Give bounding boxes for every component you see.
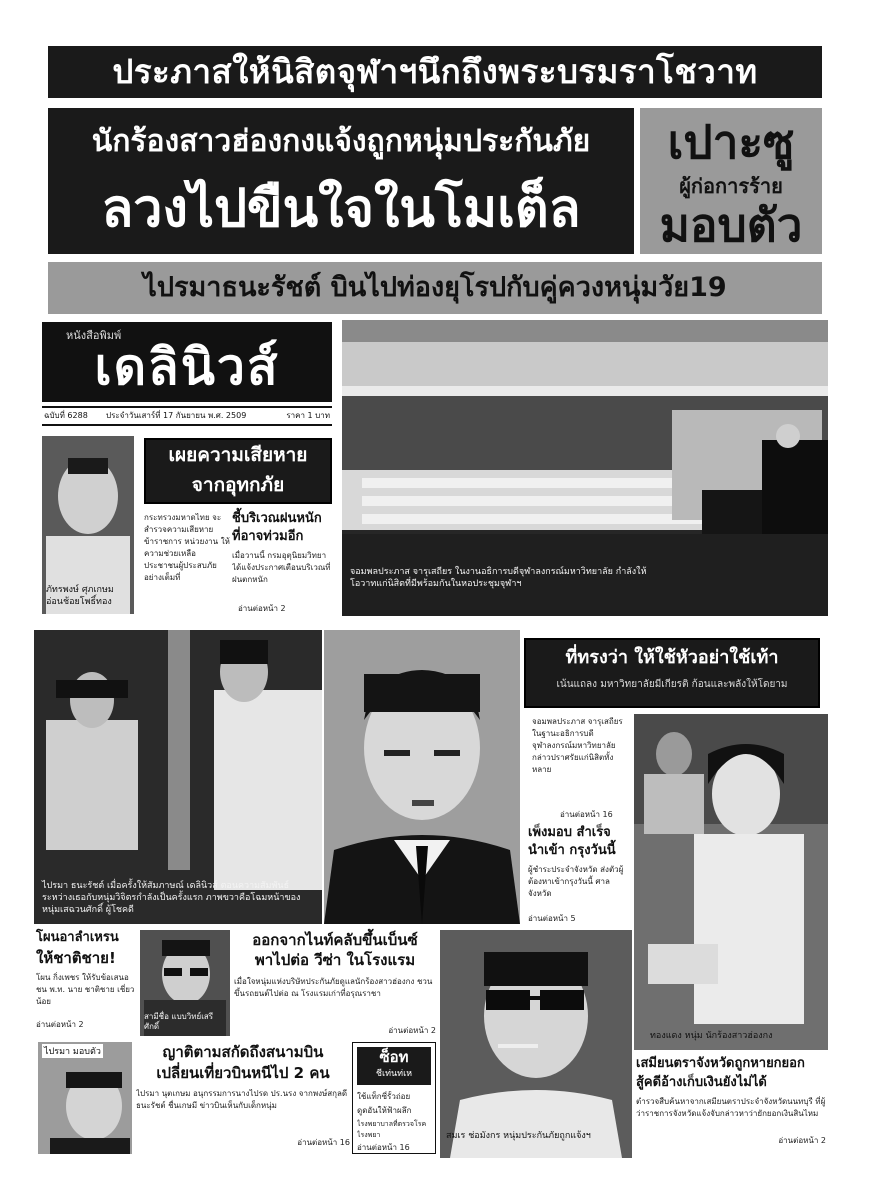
- singer-image: [634, 714, 828, 1050]
- glasses-man-image: [440, 930, 632, 1158]
- succeed-story: [528, 824, 632, 934]
- boxer-continued: อ่านต่อหน้า 2: [36, 1020, 84, 1029]
- nightclub-headline-1: ออกจากไนท์คลับขึ้นเบ็นซ์: [252, 931, 418, 949]
- hat-body: จอมพลประภาส จารุเสถียร ในฐานะอธิการบดีจุฬาลงกรณ์มหาวิทยาลัย กล่าวปราศรัยแก่นิสิตทั้งหลาย: [532, 717, 623, 774]
- nightclub-headline-2: พาไปต่อ วีซ่า ในโรงแรม: [254, 951, 416, 969]
- couple-photo: [34, 630, 322, 924]
- masthead-name: เดลินิวส์: [94, 338, 280, 396]
- flood-story: [138, 436, 336, 616]
- nightclub-continued: อ่านต่อหน้า 2: [388, 1026, 436, 1035]
- boxer-headline-1: โผนอาลำเหรน: [36, 930, 119, 945]
- governor-continued: อ่านต่อหน้า 2: [778, 1136, 826, 1145]
- spouse-tag: ไปรมา มอบตัว: [42, 1044, 103, 1058]
- nightclub-story: [234, 930, 436, 1036]
- relatives-body: ไปรมา นุตเกษม อนุกรรมการนางไปรด ปร.นรง จากพงษ์สกุลดี ธนะรัชต์ ชื่นเกษมี ข่าวบินเห็นกับเด็กหนุ่ม: [136, 1089, 348, 1110]
- governor-story: [636, 1054, 826, 1158]
- flood-headline-1: เผยความเสียหาย: [168, 444, 308, 466]
- masthead-tagline: หนังสือพิมพ์: [66, 329, 122, 342]
- spouse-image: [38, 1042, 132, 1154]
- gossip-title-box: [357, 1047, 431, 1085]
- hat-headline-1: ที่ทรงว่า ให้ใช้หัวอย่าใช้เท้า: [565, 647, 779, 668]
- gossip-title-1: ซ็อท: [379, 1048, 409, 1066]
- spouse-photo: [38, 1042, 132, 1154]
- masthead-logo-box: [42, 322, 332, 402]
- relatives-continued: อ่านต่อหน้า 16: [297, 1138, 350, 1147]
- side-headline-box: [640, 108, 822, 254]
- flood-headline-box: [144, 438, 332, 504]
- gossip-item-2: ดูดอันให้ฟ้าผลึก: [357, 1106, 412, 1115]
- glasses-man-caption: สมเร ช่อมังกร หนุ่มประกันภัยถูกแจ้งฯ: [446, 1131, 591, 1141]
- succeed-continued: อ่านต่อหน้า 5: [528, 914, 576, 923]
- sunglasses-caption: สามีชื่อ แบบวิทย์เสรีศักดิ์: [144, 1012, 214, 1031]
- boxer-body: โผน กิ่งเพชร ให้รับข้อเสนอชน พ.ท. นาย ชาติชาย เชี่ยวน้อย: [36, 973, 135, 1006]
- headline-banner-1: [48, 46, 822, 98]
- young-man-image: [324, 630, 520, 924]
- assembly-hall-photo: [342, 320, 828, 616]
- governor-body: ตำรวจสืบค้นหาจากเสมียนตราประจำจังหวัดนนทบุรี ที่ผู้ว่าราชการจังหวัดแจ้งจับกล่าวหาว่ายักยอกเงินสินไหม: [636, 1097, 826, 1118]
- sunglasses-woman-photo: [140, 930, 230, 1036]
- headline-text: ไปรมาธนะรัชต์ บินไปท่องยุโรปกับคู่ควงหนุ่มวัย19: [143, 272, 727, 303]
- masthead-info-row: [42, 406, 332, 426]
- masthead: [38, 322, 336, 430]
- flood-headline-2: จากอุทกภัย: [191, 474, 285, 496]
- young-man-portrait: [324, 630, 520, 924]
- side-headline-line-1: เปาะซู: [667, 115, 795, 169]
- hat-headline-2: เน้นแถลง มหาวิทยาลัยมีเกียรติ ก้อนและพลังให้โดยาม: [556, 679, 788, 690]
- headline-text: ประภาสให้นิสิตจุฬาฯนึกถึงพระบรมราโชวาท: [112, 52, 758, 91]
- succeed-body: ผู้ชำระประจำจังหวัด ส่งตัวผู้ต้องหาเข้ากรุงวันนี้ ศาลจังหวัด: [528, 865, 624, 898]
- side-headline-line-2: ผู้ก่อการร้าย: [679, 174, 783, 198]
- flood-body: กระทรวงมหาดไทย จะสำรวจความเสียหาย ข้าราชการ หน่วยงาน ให้ความช่วยเหลือ ประชาชนผู้ประสบภัย อย่างเต็มที่: [144, 513, 230, 582]
- relatives-story: [136, 1042, 350, 1154]
- portrait-photo-small: [42, 436, 134, 614]
- flood-continued: อ่านต่อหน้า 2: [238, 604, 286, 613]
- couple-caption: ไปรมา ธนะรัชต์ เมื่อครั้งให้สัมภาษณ์ เดลินิวส์ ตอนความสัมพันธ์ระหว่างเธอกับหนุ่มวิจิตรกำลังเป็นครั้งแรก ภาพขวาคือโฉมหน้าของหนุ่มเสฉวนศักดิ์ ผู้โชคดี: [42, 881, 301, 915]
- issue-date: ประจำวันเสาร์ที่ 17 กันยายน พ.ศ. 2509: [106, 411, 247, 420]
- glasses-man-photo: [440, 930, 632, 1158]
- relatives-headline-1: ญาติตามสกัดถึงสนามบิน: [162, 1043, 324, 1061]
- issue-number: ฉบับที่ 6288: [44, 411, 88, 420]
- headline-banner-2: [48, 108, 634, 254]
- headline-banner-3: [48, 262, 822, 314]
- succeed-headline-2: นำเข้า กรุงวันนี้: [528, 843, 616, 858]
- flood-subbody: เมื่อวานนี้ กรมอุตุนิยมวิทยา ได้แจ้งประกาศเตือนบริเวณที่ฝนตกหนัก: [232, 551, 331, 584]
- singer-caption: ทองแดง หนุ่ม นักร้องสาวฮ่องกง: [650, 1031, 773, 1041]
- gossip-continued: อ่านต่อหน้า 16: [357, 1143, 410, 1152]
- gossip-title-2: ชีเท่นท่เห: [375, 1069, 413, 1079]
- boxer-story: [36, 928, 136, 1036]
- relatives-headline-2: เปลี่ยนเที่ยวบินหนีไป 2 คน: [156, 1064, 330, 1082]
- gossip-box: [352, 1042, 436, 1154]
- gossip-item-3: ไรงพยาบาลที่ตรวจโรคไรงพยา: [357, 1120, 427, 1139]
- singer-photo: [634, 714, 828, 1050]
- governor-headline-2: สู้คดีอ้างเก็บเงินยังไม่ได้: [636, 1075, 767, 1090]
- flood-subheadline-2: ที่อาจท่วมอีก: [232, 529, 304, 544]
- flood-subheadline-1: ชี้บริเวณฝนหนัก: [232, 511, 322, 526]
- headline-line-1: นักร้องสาวฮ่องกงแจ้งถูกหนุ่มประกันภัย: [91, 124, 591, 159]
- head-not-feet-story: [524, 638, 824, 712]
- gossip-item-1: ใช้แท็กซี่รั้วถ่อย: [357, 1092, 411, 1101]
- boxer-headline-2: ให้ชาติชาย!: [36, 949, 116, 967]
- headline-line-2: ลวงไปขืนใจในโมเต็ล: [101, 179, 581, 239]
- side-headline-line-3: มอบตัว: [659, 198, 803, 252]
- nightclub-body: เมื่อใจหนุ่มแห่งบริษัทประกันภัยดูแลนักร้องสาวฮ่องกง ชวนขึ้นรถยนต์ไปต่อ ณ โรงแรมเก่าที่อรุณราชา: [234, 977, 433, 998]
- succeed-headline-1: เพ็งมอบ สำเร็จ: [528, 825, 611, 840]
- hat-headline-box: [524, 638, 820, 708]
- portrait-caption: ภัทรพงษ์ ศุภเกษม อ่อนช้อยโพธิ์ทอง: [46, 585, 114, 607]
- issue-price: ราคา 1 บาท: [286, 411, 330, 420]
- governor-headline-1: เสมียนตราจังหวัดถูกหายกยอก: [636, 1056, 805, 1071]
- hall-caption: จอมพลประภาส จารุเสถียร ในงานอธิการบดีจุฬาลงกรณ์มหาวิทยาลัย กำลังให้โอวาทแก่นิสิตที่มีพร้อมกันในหอประชุมจุฬาฯ: [350, 567, 647, 589]
- hat-continued: อ่านต่อหน้า 16: [560, 810, 613, 819]
